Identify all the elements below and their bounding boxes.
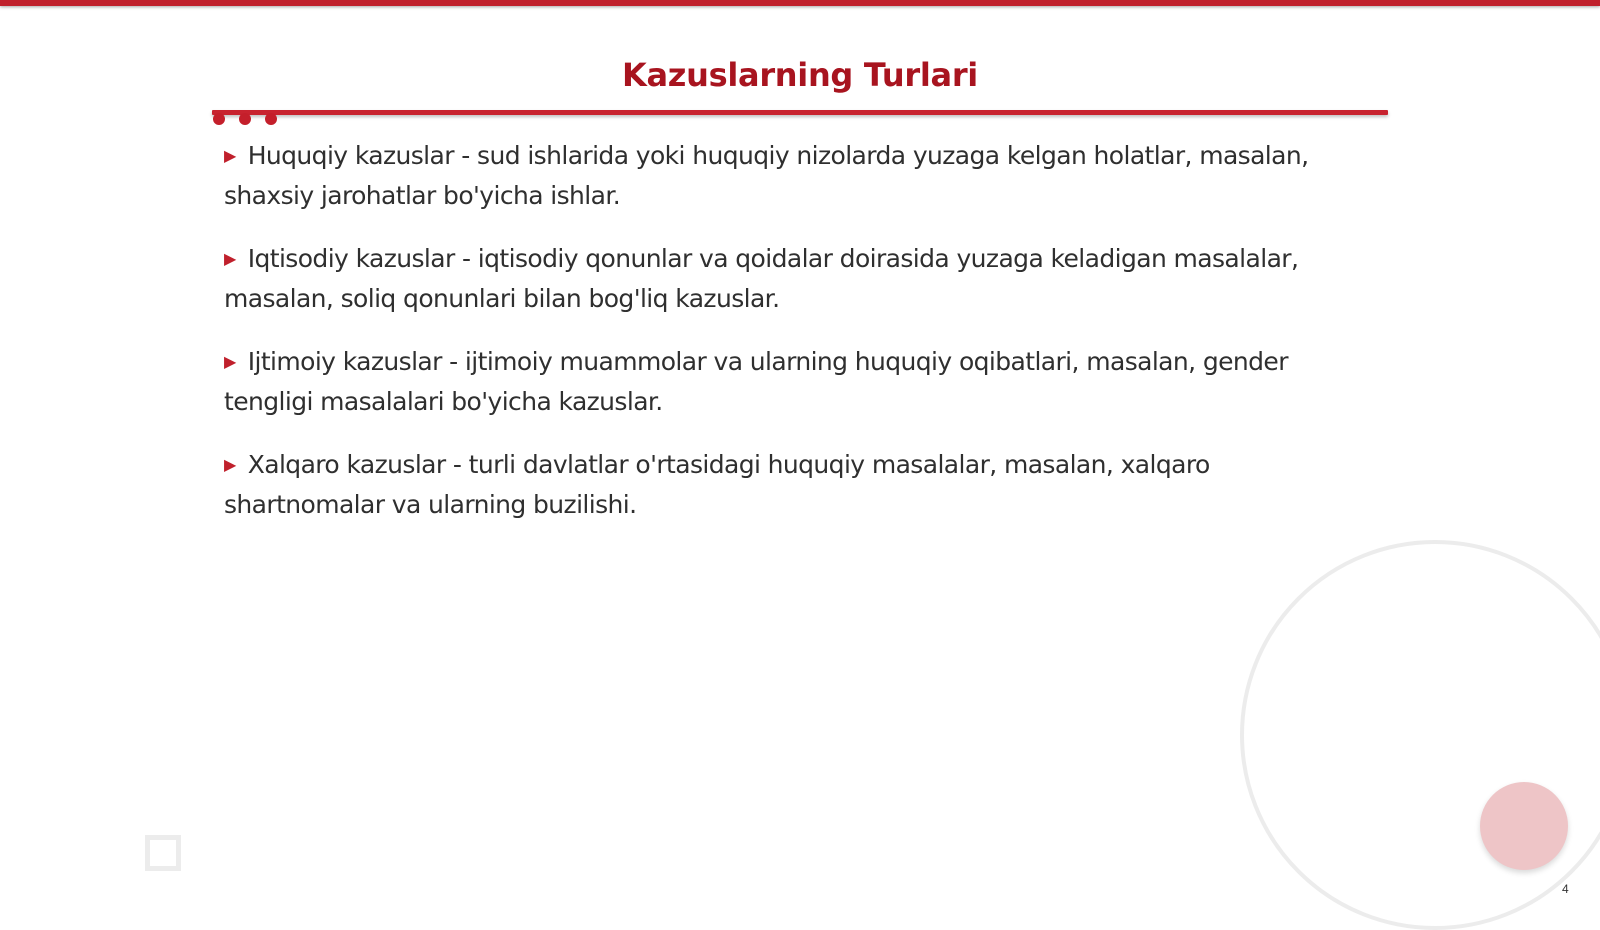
bullet-item <box>224 138 1344 214</box>
triangle-bullet-icon: ▶ <box>224 352 236 371</box>
decorative-circle <box>1240 540 1600 930</box>
title-underline <box>212 110 1388 115</box>
bullet-item <box>224 447 1344 523</box>
bullet-list <box>224 138 1344 550</box>
page-number: 4 <box>1562 882 1569 896</box>
bullet-text: Ijtimoiy kazuslar - ijtimoiy muammolar va ularning huquqiy oqibatlari, masalan, gender tengligi masalalari bo'yicha kazuslar. <box>224 347 1288 416</box>
triangle-bullet-icon: ▶ <box>224 249 236 268</box>
bullet-text: Xalqaro kazuslar - turli davlatlar o'rtasidagi huquqiy masalalar, masalan, xalqaro shartnomalar va ularning buzilishi. <box>224 450 1210 519</box>
decorative-square <box>145 835 181 871</box>
bullet-item <box>224 241 1344 317</box>
underline-dot <box>213 113 225 125</box>
underline-dot <box>239 113 251 125</box>
bullet-item <box>224 344 1344 420</box>
bullet-text: Iqtisodiy kazuslar - iqtisodiy qonunlar va qoidalar doirasida yuzaga keladigan masalalar, masalan, soliq qonunlari bilan bog'liq kazuslar. <box>224 244 1299 313</box>
decorative-pink-circle <box>1480 782 1568 870</box>
top-accent-bar <box>0 0 1600 6</box>
bullet-text: Huquqiy kazuslar - sud ishlarida yoki huquqiy nizolarda yuzaga kelgan holatlar, masalan, shaxsiy jarohatlar bo'yicha ishlar. <box>224 141 1309 210</box>
underline-dot <box>265 113 277 125</box>
triangle-bullet-icon: ▶ <box>224 455 236 474</box>
triangle-bullet-icon: ▶ <box>224 146 236 165</box>
slide-title: Kazuslarning Turlari <box>622 56 978 94</box>
